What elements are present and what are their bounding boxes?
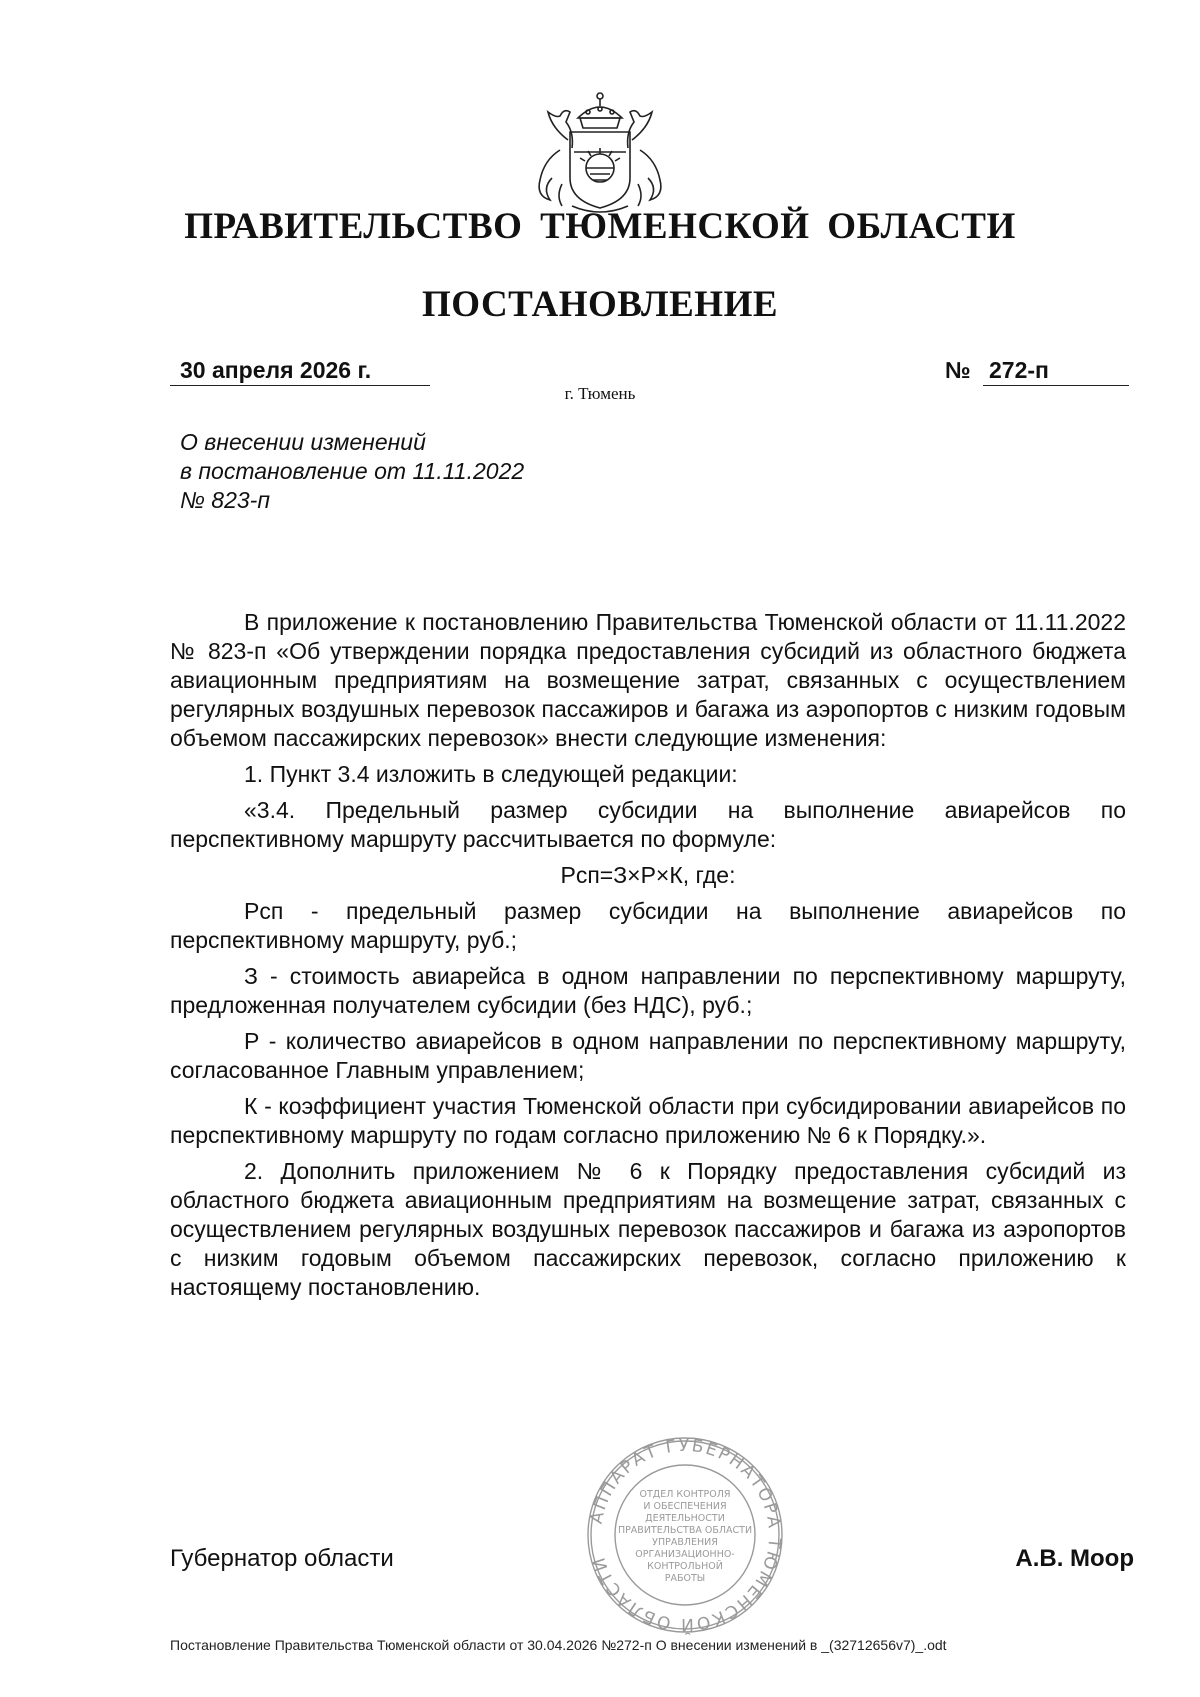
body-paragraph: К - коэффициент участия Тюменской области при субсидировании авиарейсов по перспективному маршруту по годам согласно приложению № 6 к Порядку.».	[170, 1093, 1126, 1148]
document-number-label: №	[945, 357, 971, 383]
body-paragraph: 1. Пункт 3.4 изложить в следующей редакции:	[244, 761, 738, 787]
body-paragraph: З - стоимость авиарейса в одном направлении по перспективному маршруту, предложенная получателем субсидии (без НДС), руб.;	[170, 963, 1126, 1018]
signatory-title: Губернатор области	[170, 1545, 394, 1572]
document-number: 272-п	[983, 355, 1129, 386]
subject-line: в постановление от 11.11.2022	[180, 458, 525, 484]
document-footer: Постановление Правительства Тюменской области от 30.04.2026 №272-п О внесении изменений в _(32712656v7)_.odt	[170, 1637, 947, 1653]
subject-line: № 823-п	[180, 487, 270, 513]
stamp-inner-line: КОНТРОЛЬНОЙ	[647, 1561, 723, 1572]
document-city: г. Тюмень	[564, 384, 636, 403]
document-subject	[180, 428, 524, 515]
document-date: 30 апреля 2026 г.	[170, 355, 430, 386]
stamp-inner-line: ПРАВИТЕЛЬСТВА ОБЛАСТИ	[617, 1525, 753, 1536]
body-paragraph: Рсп - предельный размер субсидии на выполнение авиарейсов по перспективному маршруту, руб.;	[170, 898, 1126, 953]
body-paragraph: Р - количество авиарейсов в одном направлении по перспективному маршруту, согласованное Главным управлением;	[170, 1028, 1126, 1083]
body-paragraph: В приложение к постановлению Правительства Тюменской области от 11.11.2022 № 823-п «Об утверждении порядка предоставления субсидий из областного бюджета авиационным предприятиям на возмещение затрат, связанных с осуществлением регулярных воздушных перевозок пассажиров и багажа из аэропортов с низким годовым объемом пассажирских перевозок» внести следующие изменения:	[170, 609, 1126, 751]
body-paragraph: «3.4. Предельный размер субсидии на выполнение авиарейсов по перспективному маршруту рассчитывается по формуле:	[170, 797, 1126, 852]
coat-of-arms-emblem	[500, 88, 700, 216]
stamp-inner-line: УПРАВЛЕНИЯ	[652, 1537, 718, 1548]
signatory-name: А.В. Моор	[1015, 1545, 1134, 1572]
stamp-outer-text: АППАРАТ ГУБЕРНАТОРА ТЮМЕНСКОЙ ОБЛАСТИ	[586, 1435, 785, 1635]
document-body	[170, 608, 1126, 1309]
body-paragraph: 2. Дополнить приложением № 6 к Порядку предоставления субсидий из областного бюджета авиационным предприятиям на возмещение затрат, связанных с осуществлением регулярных воздушных перевозок пассажиров и багажа из аэропортов с низким годовым объемом пассажирских перевозок, согласно приложению к настоящему постановлению.	[170, 1158, 1126, 1300]
formula-line: Рсп=З×Р×К, где:	[560, 862, 736, 888]
organization-title: ПРАВИТЕЛЬСТВО ТЮМЕНСКОЙ ОБЛАСТИ	[184, 206, 1016, 247]
official-seal-stamp	[585, 1435, 785, 1635]
stamp-inner-line: И ОБЕСПЕЧЕНИЯ	[643, 1501, 727, 1512]
stamp-inner-line: ОТДЕЛ КОНТРОЛЯ	[639, 1489, 731, 1500]
stamp-inner-line: ОРГАНИЗАЦИОННО-	[635, 1549, 735, 1560]
stamp-inner-line: РАБОТЫ	[664, 1573, 706, 1584]
document-type-heading: ПОСТАНОВЛЕНИЕ	[421, 284, 779, 325]
subject-line: О внесении изменений	[180, 429, 426, 455]
stamp-inner-line: ДЕЯТЕЛЬНОСТИ	[645, 1513, 725, 1524]
